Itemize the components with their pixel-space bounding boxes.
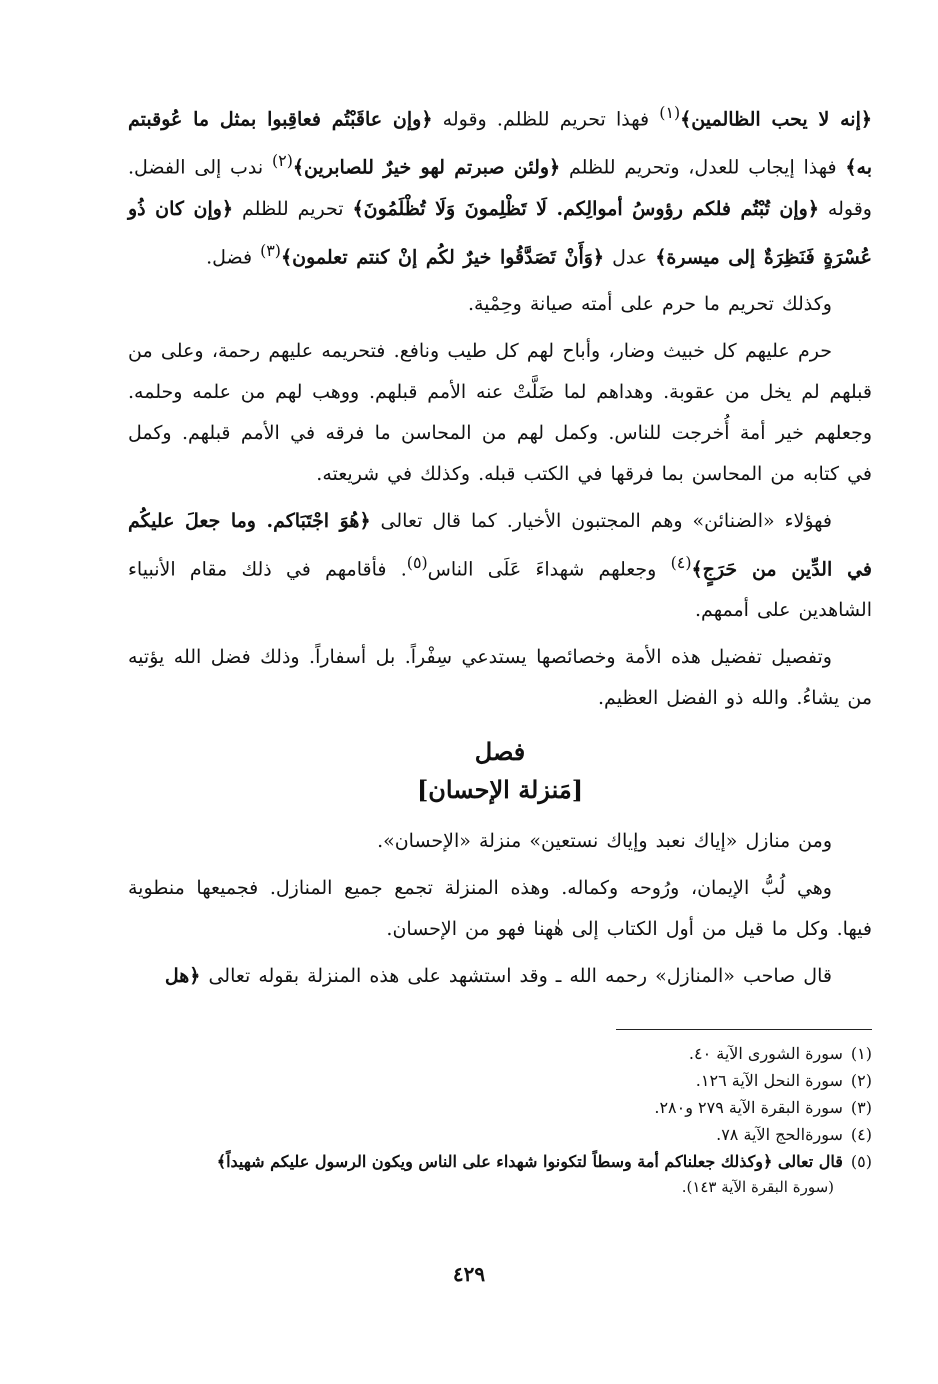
footnote-separator (616, 1029, 872, 1030)
chapter-subtitle: [مَنزلة الإحسان] (416, 775, 584, 805)
footnote-number: (٥) (850, 1152, 872, 1171)
quran-verse: ﴿هُوَ اجْتَبَاكم. وما جعلَ عليكُم في الدِّين من حَرَجٍ﴾ (128, 509, 872, 581)
footnote-number: (٢) (850, 1071, 872, 1090)
text-run: عدل (604, 245, 656, 268)
paragraph-3: حرم عليهم كل خبيث وضار، وأباح لهم كل طيب ونافع. فتحريمه عليهم رحمة، وعلى من قبلهم لم يخل من عقوبة. وهداهم لما ضَلَّتْ عنه الأمم قبلهم. ووهب لهم من علمه وحلمه. وجعلهم خير أمة أُخرجت للناس. وكمل لهم من المحاسن ما فرقه في الأمم قبلهم. وكمل في كتابه من المحاسن بما فرقها في الكتب قبله. وكذلك في شريعته. (128, 339, 872, 485)
paragraph-7: وهي لُبُّ الإيمان، ورُوحه وكماله. وهذه المنزلة تجمع جميع المنازل. فجميعها منطوية فيها. وكل ما قيل من أول الكتاب إلى هٰهنا فهو من الإحسان. (128, 877, 872, 941)
paragraph-2: وكذلك تحريم ما حرم على أمته صيانة وحِمْية. (467, 292, 832, 315)
text-run: فهذا إيجاب للعدل، وتحريم للظلم (560, 156, 846, 179)
footnote-text: سورة البقرة الآية ٢٧٩ و٢٨٠. (654, 1098, 843, 1117)
footnote-text: قال تعالى ﴿وكذلك جعلناكم أمة وسطاً لتكونوا شهداء على الناس ويكون الرسول عليكم شهيداً﴾ (216, 1152, 843, 1171)
quran-verse: ﴿ولئن صبرتم لهو خيرٌ للصابرين﴾ (292, 156, 561, 179)
footnote-number: (٤) (850, 1125, 872, 1144)
page-number: ٤٢٩ (452, 1262, 486, 1286)
text-run: . فأقامهم في ذلك مقام الأنبياء الشاهدين على أممهم. (128, 558, 872, 622)
footnote-text: سورة الشورى الآية ٤٠. (688, 1044, 843, 1063)
footnote-marker: (٢) (271, 151, 293, 171)
text-run: فهؤلاء «الضنائن» وهم المجتبون الأخيار. كما قال تعالى (370, 509, 832, 532)
text-run: قال صاحب «المنازل» رحمه الله ـ وقد استشهد على هذه المنزلة بقوله تعالى (200, 965, 832, 988)
footnote-3 (128, 1094, 872, 1121)
paragraph-4 (128, 501, 872, 631)
footnote-5 (128, 1148, 872, 1175)
footnote-number: (٣) (850, 1098, 872, 1117)
chapter-heading (128, 733, 872, 809)
footnotes (128, 1040, 872, 1199)
footnote-text: سورةالحج الآية ٧٨. (716, 1125, 843, 1144)
text-run: ندب إلى الفضل. وقوله (128, 156, 872, 220)
footnote-1 (128, 1040, 872, 1067)
paragraph-5: وتفصيل تفضيل هذه الأمة وخصائصها يستدعي سِفْراً. بل أسفاراً. وذلك فضل الله يؤتيه من يشاءُ. والله ذو الفضل العظيم. (128, 646, 872, 710)
footnote-marker: (٥) (406, 552, 428, 572)
quran-verse: ﴿وإن كان ذُو عُسْرَةٍ فَنَظِرَةٌ إلى ميسرة﴾ (128, 197, 872, 268)
quran-verse: ﴿وإن عاقَبْتُم فعاقِبوا بمثل ما عُوقبتم به﴾ (128, 108, 872, 179)
page-body (128, 92, 872, 1003)
text-run: تحريم للظلم (233, 197, 353, 220)
quran-verse: ﴿وَأَنْ تَصَدَّقُوا خيرٌ لكُم إنْ كنتم تعلمون﴾ (280, 245, 605, 268)
text-run: وجعلهم شهداءَ عَلَى الناس (427, 558, 671, 581)
paragraph-1 (128, 92, 872, 278)
paragraph-8 (128, 956, 872, 997)
footnote-2 (128, 1067, 872, 1094)
footnote-marker: (١) (659, 103, 681, 122)
footnote-marker: (٣) (260, 240, 281, 260)
chapter-title: فصل (474, 737, 526, 767)
text-run: فضل. (206, 245, 261, 268)
text-run: فهذا تحريم للظلم. وقوله (432, 108, 660, 131)
quran-verse: ﴿إنه لا يحب الظالمين﴾ (680, 108, 872, 131)
footnote-number: (١) (850, 1044, 872, 1063)
paragraph-6: ومن منازل «إياك نعبد وإياك نستعين» منزلة «الإحسان». (377, 830, 832, 853)
footnote-marker: (٤) (670, 552, 692, 572)
quran-verse: ﴿وإن تُبْتُم فلكم رؤوسُ أموالِكم. لَا تَظْلِمونَ وَلَا تُظْلَمُونَ﴾ (352, 197, 819, 220)
footnote-4 (128, 1121, 872, 1148)
footnote-5-continuation: (سورة البقرة الآية ١٤٣). (681, 1178, 834, 1196)
quran-verse: ﴿هل (164, 965, 201, 988)
footnote-text: سورة النحل الآية ١٢٦. (695, 1071, 843, 1090)
